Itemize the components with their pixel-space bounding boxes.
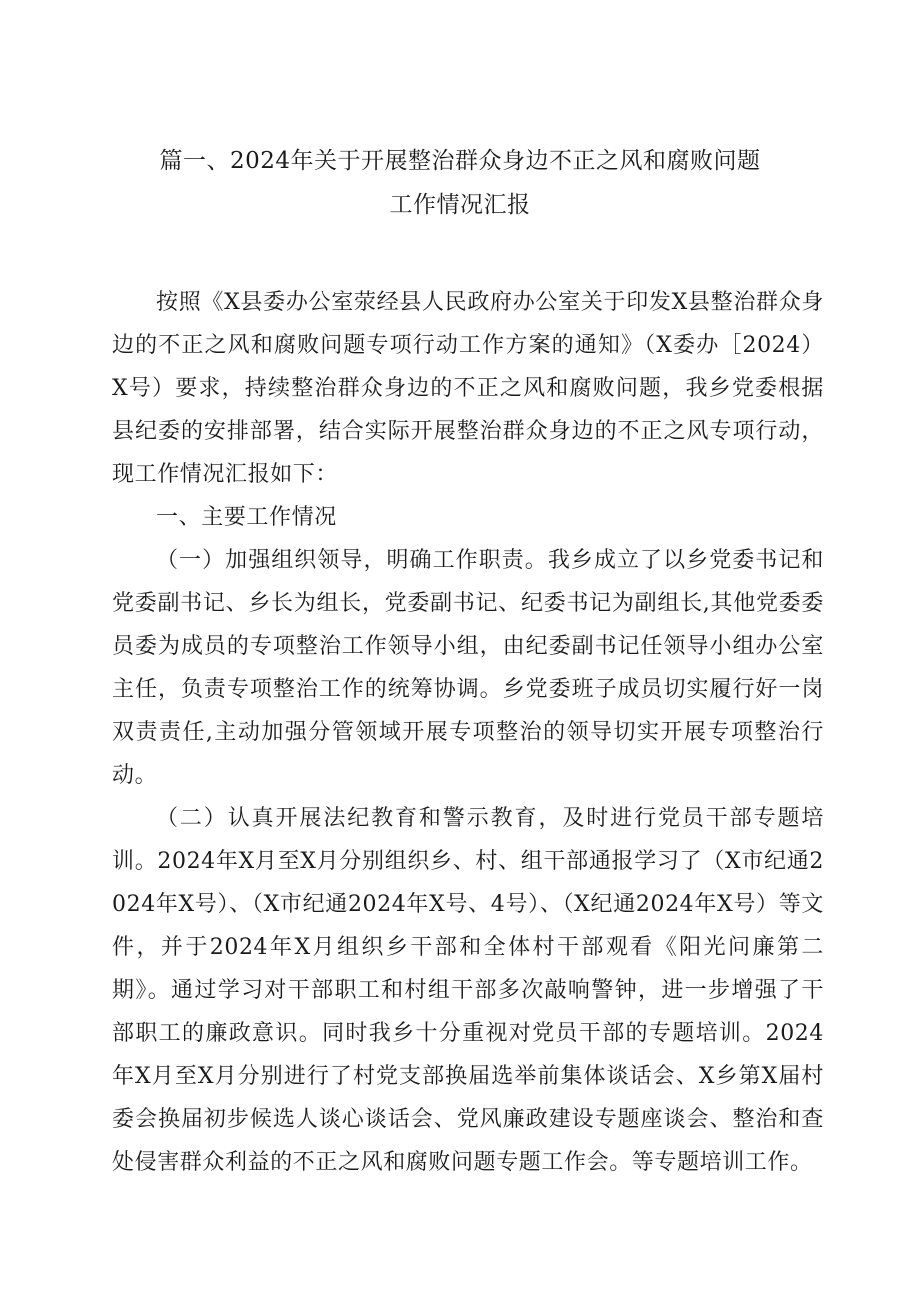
document-title-line-2: 工作情况汇报 — [389, 192, 531, 218]
document-title-line-1: 篇一、2024年关于开展整治群众身边不正之风和腐败问题 — [159, 148, 761, 174]
section-heading: 一、主要工作情况 — [156, 505, 337, 530]
document-body — [112, 281, 824, 1184]
body-paragraph-2: （二）认真开展法纪教育和警示教育，及时进行党员干部专题培训。2024年X月至X月分别组织乡、村、组干部通报学习了（X市纪通2024年X号）、（X市纪通2024年X号、4号）、（X纪通2024年X号）等文件，并于2024年X月组织乡干部和全体村干部观看《阳光问廉第二期》。通过学习对干部职工和村组干部多次敲响警钟，进一步增强了干部职工的廉政意识。同时我乡十分重视对党员干部的专题培训。2024年X月至X月分别进行了村党支部换届选举前集体谈话会、X乡第X届村委会换届初步候选人谈心谈话会、党风廉政建设专题座谈会、整治和查处侵害群众利益的不正之风和腐败问题专题工作会。等专题培训工作。 — [112, 806, 824, 1175]
body-paragraph-1: （一）加强组织领导，明确工作职责。我乡成立了以乡党委书记和党委副书记、乡长为组长，党委副书记、纪委书记为副组长,其他党委委员委为成员的专项整治工作领导小组，由纪委副书记任领导小组办公室主任，负责专项整治工作的统筹协调。乡党委班子成员切实履行好一岗双责责任,主动加强分管领域开展专项整治的领导切实开展专项整治行动。 — [112, 548, 824, 788]
intro-paragraph: 按照《X县委办公室荥经县人民政府办公室关于印发X县整治群众身边的不正之风和腐败问题专项行动工作方案的通知》（X委办［2024）X号）要求，持续整治群众身边的不正之风和腐败问题，我乡党委根据县纪委的安排部署，结合实际开展整治群众身边的不正之风专项行动，现工作情况汇报如下： — [112, 290, 824, 487]
